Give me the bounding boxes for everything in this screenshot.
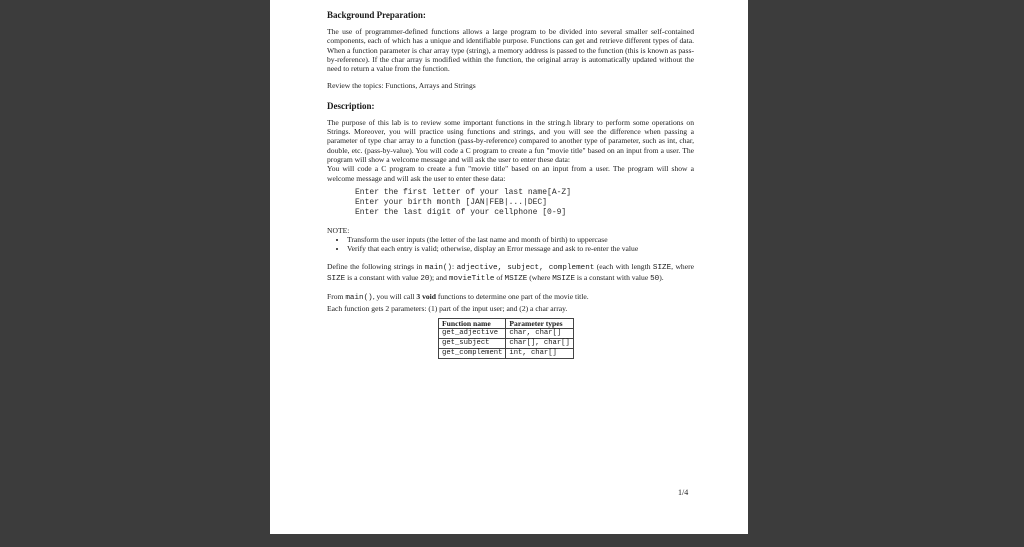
text-run: functions to determine one part of the movie title.: [436, 292, 589, 302]
text-run: , you will call: [372, 292, 417, 302]
table-row: [439, 348, 574, 358]
text-run: Define the following strings in: [327, 261, 425, 271]
note-item: • Transform the user inputs (the letter of the last name and month of birth) to uppercase: [347, 235, 694, 244]
table-row: [439, 328, 574, 338]
function-name-cell: get_subject: [439, 338, 506, 348]
note-label: NOTE:: [327, 225, 350, 235]
code-run: SIZE: [327, 275, 346, 284]
note-list: [327, 235, 694, 254]
table-row: [439, 338, 574, 348]
code-run: main(): [345, 294, 373, 303]
text-run: of: [494, 273, 505, 283]
column-header: Parameter types: [506, 318, 573, 328]
text-run: is a constant with value: [575, 273, 651, 283]
bold-run: 3 void: [416, 292, 436, 302]
text-run: (each with length: [594, 261, 653, 271]
from-main-paragraph: [327, 292, 694, 303]
code-run: main(): [424, 263, 453, 272]
code-run: MSIZE: [552, 275, 576, 284]
function-name-cell: get_adjective: [439, 328, 506, 338]
function-parameter-table: [438, 318, 574, 359]
code-run: SIZE: [652, 263, 672, 272]
description-heading: Description:: [327, 100, 375, 111]
text-run: (where: [527, 273, 553, 283]
text-run: From: [327, 292, 346, 302]
note-item: • Verify that each entry is valid; otherwise, display an Error message and ask to re-enter the value: [347, 244, 694, 253]
table-header-row: [439, 318, 574, 328]
review-topics-text: Review the topics: Functions, Arrays and Strings: [327, 81, 476, 91]
text-run: , where: [671, 261, 695, 271]
background-paragraph: The use of programmer-defined functions allows a large program to be divided into several smaller self-contained components, each of which has a unique and identifiable purpose. Functions can get and retrieve different types of data. When a function parameter is char array type (string), a memory address is passed to the function (this is known as pass-by-reference). If the char array is modified within the function, the original array is automatically updated without the need to return a value from the function.: [327, 27, 694, 74]
description-paragraph: The purpose of this lab is to review some important functions in the string.h library to perform some operations on Strings. Moreover, you will practice using functions and strings, and you will see the difference when passing a parameter of type char array to a function (pass-by-reference) compared to another type of parameter, such as int, char, double, etc. (pass-by-value). You will code a C program to create a fun "movie title" based on an input from a user. The program will show a welcome message and will ask the user to enter these data:: [327, 117, 694, 164]
input-prompts-code: [355, 188, 694, 218]
text-run: :: [452, 261, 457, 271]
code-run: movieTitle: [448, 275, 495, 284]
parameter-types-cell: int, char[]: [506, 348, 573, 358]
code-run: 50: [650, 275, 660, 284]
code-run: adjective, subject, complement: [456, 263, 595, 272]
code-run: MSIZE: [504, 275, 528, 284]
each-function-paragraph: Each function gets 2 parameters: (1) part of the input user; and (2) a char array.: [327, 303, 568, 313]
parameter-types-cell: char[], char[]: [506, 338, 573, 348]
column-header: Function name: [439, 318, 506, 328]
code-run: 20: [420, 275, 430, 284]
document-content: [327, 8, 694, 359]
parameter-types-cell: char, char[]: [506, 328, 573, 338]
description-paragraph-repeat: You will code a C program to create a fun "movie title" based on an input from a user. The program will show a welcome message and will ask the user to enter these data:: [327, 164, 694, 183]
text-run: ); and: [429, 273, 449, 283]
text-run: ).: [659, 273, 664, 283]
define-strings-paragraph: [327, 262, 694, 285]
code-line: Enter the first letter of your last name[A-Z]: [355, 187, 572, 197]
page-number: 1/4: [678, 488, 689, 497]
document-page: [270, 0, 748, 534]
text-run: is a constant with value: [345, 273, 421, 283]
code-line: Enter your birth month [JAN|FEB|...|DEC]: [355, 197, 548, 207]
background-heading: Background Preparation:: [327, 10, 426, 20]
function-name-cell: get_complement: [439, 348, 506, 358]
code-line: Enter the last digit of your cellphone [0-9]: [355, 207, 567, 217]
